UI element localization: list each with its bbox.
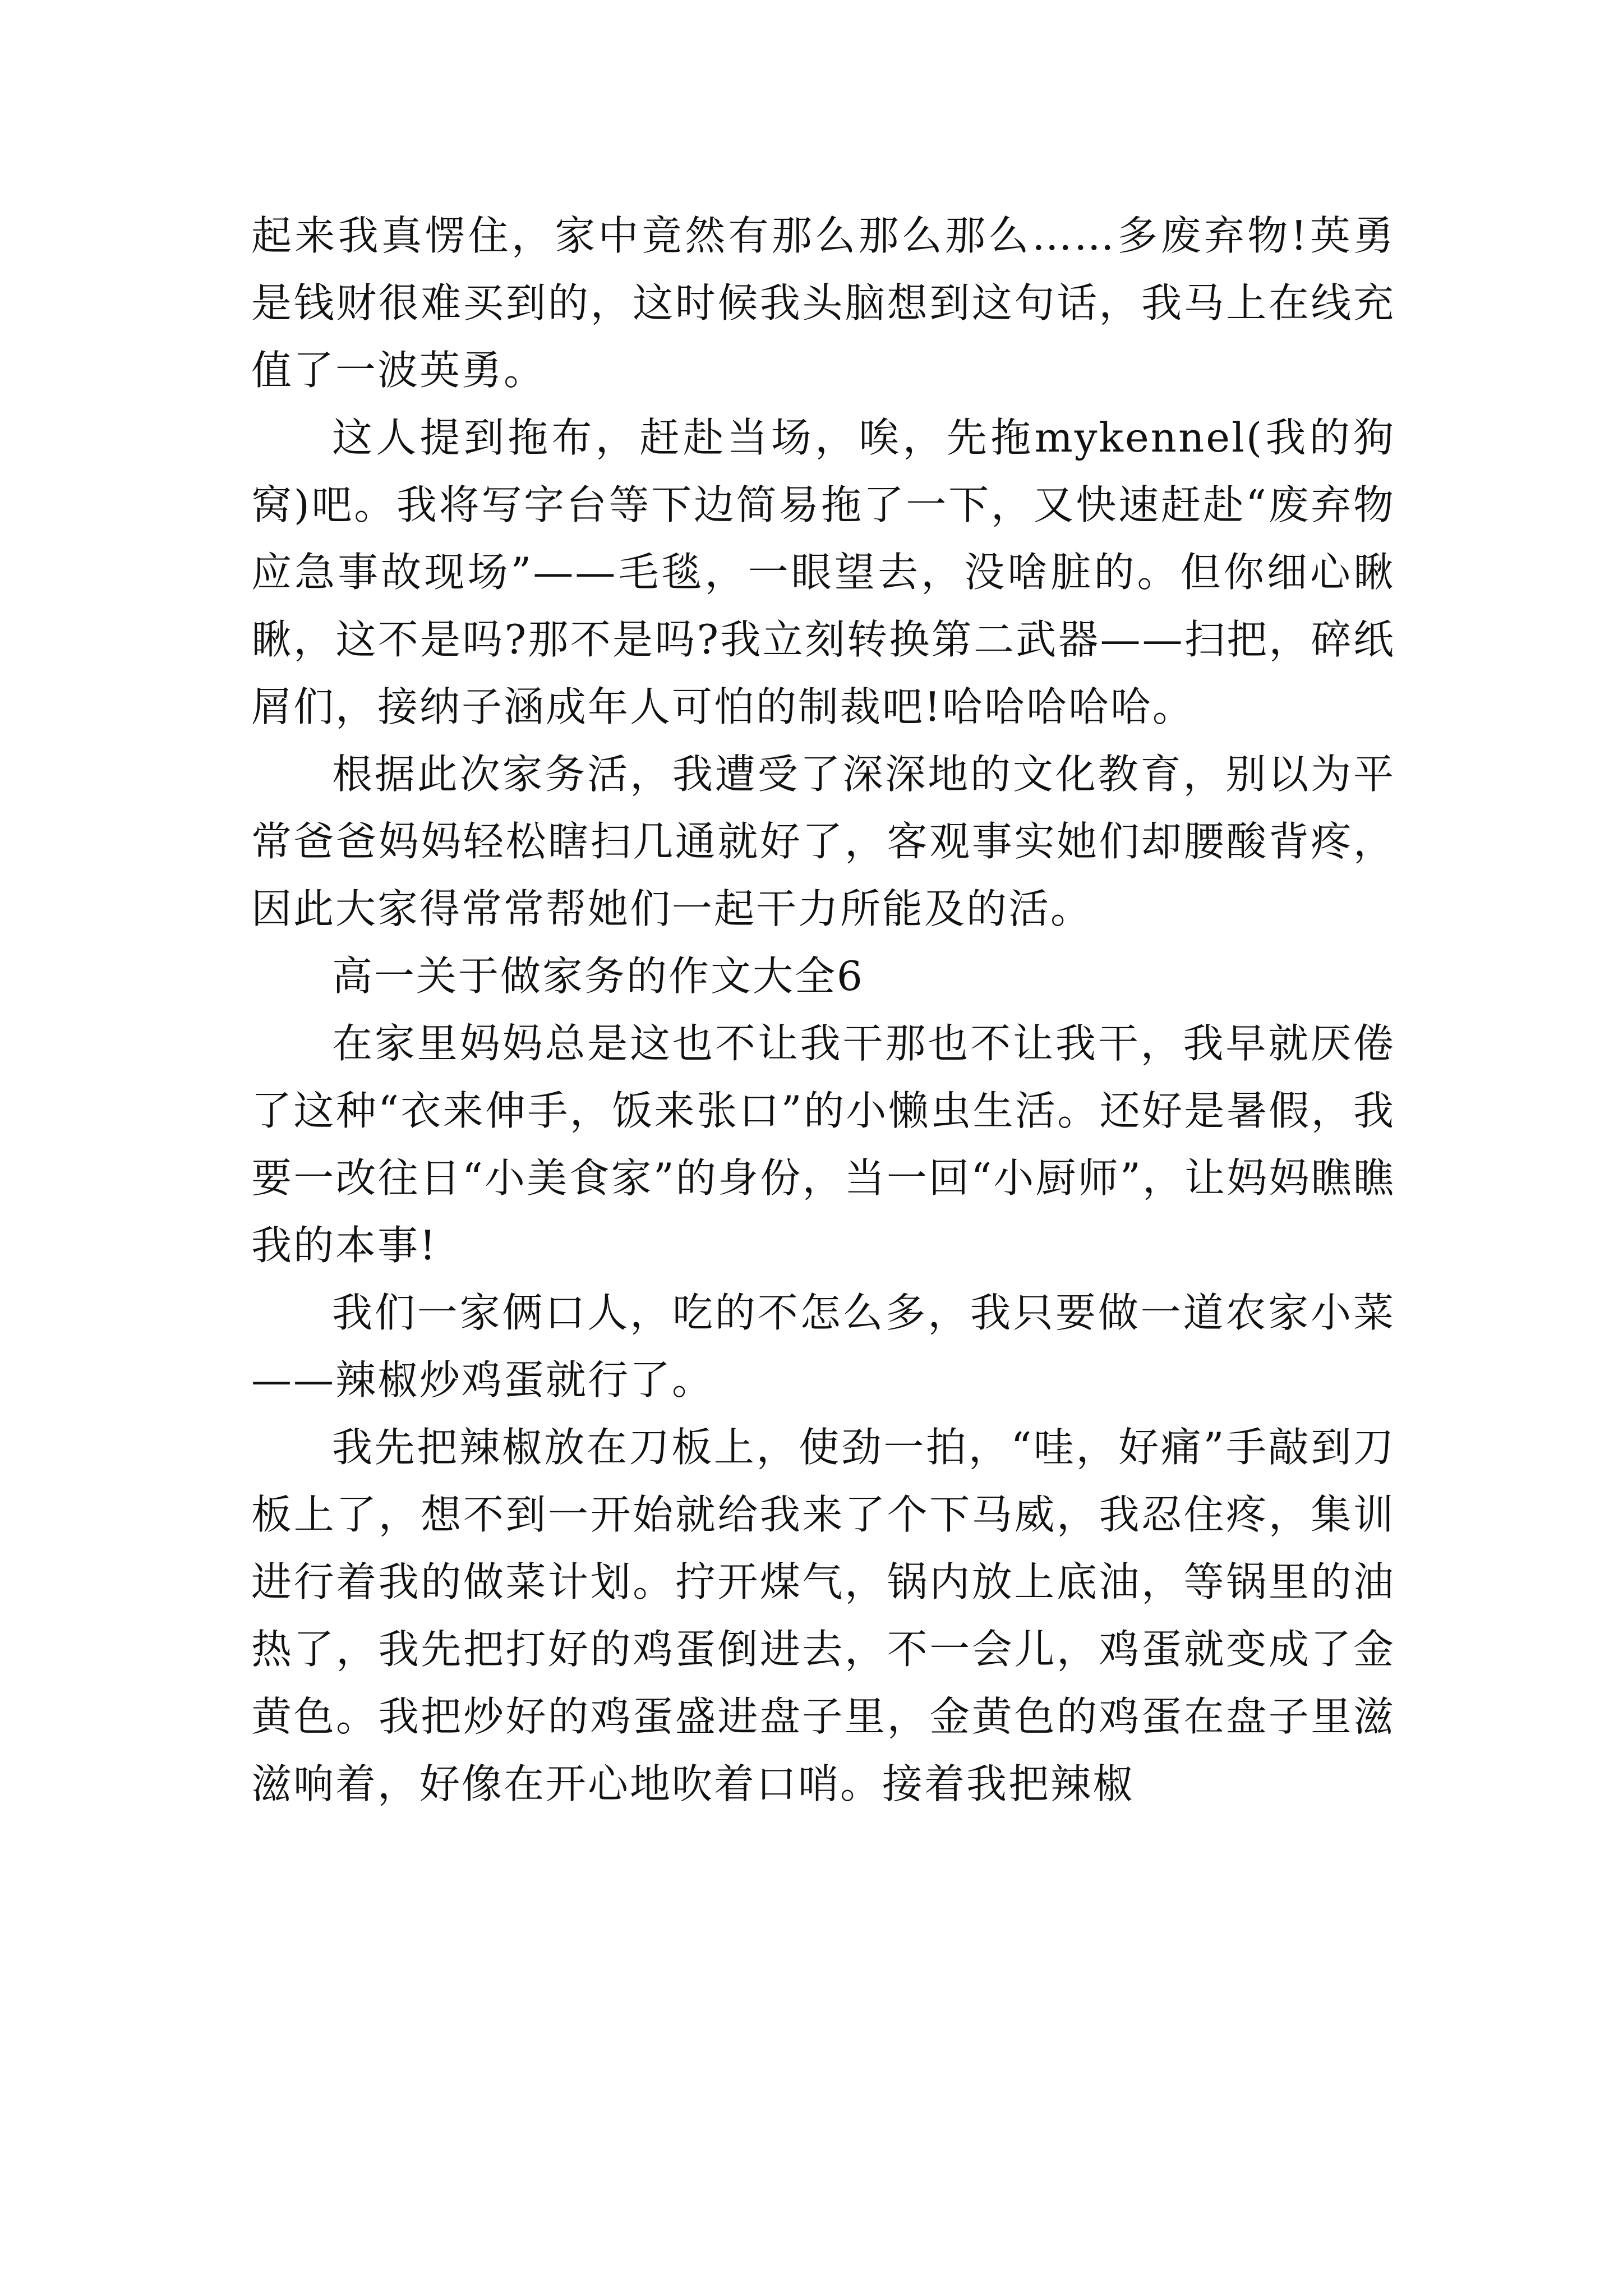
section-heading: 高一关于做家务的作文大全6 [332, 953, 864, 1000]
paragraph: 我先把辣椒放在刀板上，使劲一拍，“哇，好痛”手敲到刀板上了，想不到一开始就给我来了个下马威，我忍住疼，集训进行着我的做菜计划。拧开煤气，锅内放上底油，等锅里的油热了，我先把打好的鸡蛋倒进去，不一会儿，鸡蛋就变成了金黄色。我把炒好的鸡蛋盛进盘子里，金黄色的鸡蛋在盘子里滋滋响着，好像在开心地吹着口哨。接着我把辣椒 [251, 1424, 1395, 1807]
paragraph: 我们一家俩口人，吃的不怎么多，我只要做一道农家小菜——辣椒炒鸡蛋就行了。 [251, 1289, 1395, 1404]
document-body [251, 202, 1395, 1818]
paragraph: 根据此次家务活，我遭受了深深地的文化教育，别以为平常爸爸妈妈轻松瞎扫几通就好了，客观事实她们却腰酸背疼，因此大家得常常帮她们一起干力所能及的活。 [251, 751, 1395, 932]
paragraph: 起来我真愣住，家中竟然有那么那么那么……多废弃物!英勇是钱财很难买到的，这时候我头脑想到这句话，我马上在线充值了一波英勇。 [251, 212, 1395, 394]
paragraph: 这人提到拖布，赶赴当场，唉，先拖mykennel(我的狗窝)吧。我将写字台等下边简易拖了一下，又快速赶赴“废弃物应急事故现场”——毛毯，一眼望去，没啥脏的。但你细心瞅瞅，这不是吗?那不是吗?我立刻转换第二武器——扫把，碎纸屑们，接纳子涵成年人可怕的制裁吧!哈哈哈哈哈。 [251, 414, 1395, 730]
paragraph: 在家里妈妈总是这也不让我干那也不让我干，我早就厌倦了这种“衣来伸手，饭来张口”的小懒虫生活。还好是暑假，我要一改往日“小美食家”的身份，当一回“小厨师”，让妈妈瞧瞧我的本事! [251, 1020, 1395, 1269]
